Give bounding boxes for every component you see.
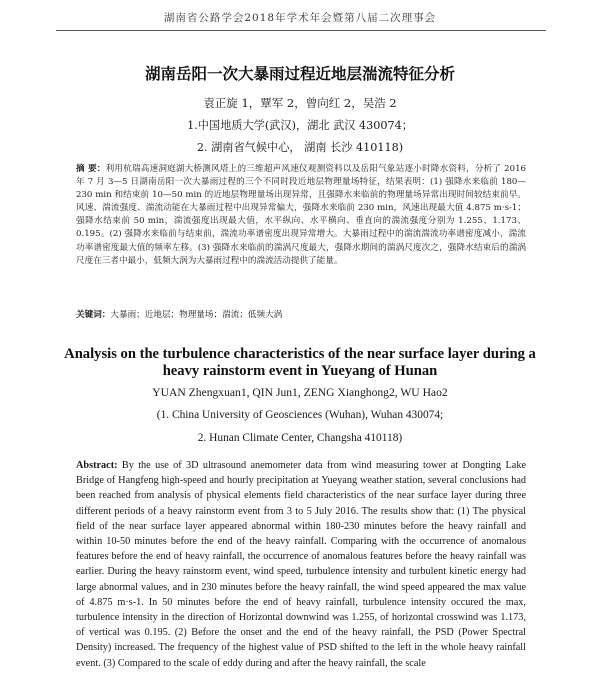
english-title: Analysis on the turbulence characteristics of the near surface layer during a heavy rainstorm event in Yueyang of Hunan bbox=[64, 346, 536, 379]
running-header: 湖南省公路学会2018年学术年会暨第八届二次理事会 bbox=[163, 12, 437, 24]
header-rule bbox=[56, 30, 546, 31]
chinese-keywords-label: 关键词： bbox=[76, 310, 111, 320]
chinese-abstract bbox=[76, 163, 526, 268]
chinese-authors: 袁正旋 1，覃军 2，曾向红 2，吴浩 2 bbox=[203, 96, 397, 110]
chinese-title: 湖南岳阳一次大暴雨过程近地层湍流特征分析 bbox=[144, 65, 455, 83]
chinese-abstract-label: 摘 要： bbox=[76, 164, 106, 174]
english-affiliation-2: 2. Hunan Climate Center, Changsha 410118) bbox=[197, 432, 403, 444]
english-abstract-text: By the use of 3D ultrasound anemometer data from wind measuring tower at Dongting Lake Bridge of Hangfeng high-speed and hourly precipitation at Yueyang weather station, several conclusions had been reached from analysis of physical elements field characteristics of the near surface layer during three different periods of a heavy rainstorm event from 3 to 5 July 2016. The results show that: (1) The physical field of the near surface layer appeared abnormal within 180-230 minutes before the heavy rainfall and within 10-50 minutes before the end of the heavy rainfall. Comparing with the occurrence of anomalous features before the end of heavy rainfall, the occurrence of anomalous features before the heavy rainfall was earlier. During the heavy rainstorm event, wind speed, turbulence intensity and turbulent kinetic energy had large abnormal values, and in 230 minutes before the heavy rainfall, the wind speed appeared the max value of 4.875 m·s-1. In 50 minutes before the end of heavy rainfall, turbulence intensity occured the max, turbulence intensity in the direction of Horizontal downwind was 1.255, of horizontal crosswind was 1.173, of vertical was 0.195. (2) Before the onset and the end of the heavy rainfall, the PSD (Power Spectral Density) increased. The frequency of the highest value of PSD shifted to the left in the whole heavy rainfall event. (3) Compared to the scale of eddy during and after the heavy rainfall, the scale bbox=[76, 460, 526, 669]
english-abstract bbox=[76, 458, 526, 671]
chinese-affiliation-2: 2. 湖南省气候中心， 湖南 长沙 410118) bbox=[196, 141, 404, 154]
chinese-affiliation-1: 1.中国地质大学(武汉)，湖北 武汉 430074； bbox=[187, 119, 413, 132]
english-affiliation-1: (1. China University of Geosciences (Wuhan), Wuhan 430074; bbox=[156, 409, 444, 421]
chinese-keywords bbox=[76, 309, 526, 322]
chinese-abstract-text: 利用杭瑞高速洞庭湖大桥测风塔上的三维超声风速仪观测资料以及岳阳气象站逐小时降水资料，分析了 2016 年 7 月 3—5 日湖南岳阳一次大暴雨过程的三个不同时段近地层物理量场特征，结果表明：(1) 强降水来临前 180—230 min 和结束前 10—50 min 的近地层物理量场出现异常，且强降水来临前的物理量场异常出现时间较结束前早。风速、湍流强度、湍流动能在大暴雨过程中出现异常偏大，强降水来临前 230 min，风速出现最大值 4.875 m·s-1；强降水结束前 50 min，湍流强度出现最大值，水平纵向、水平横向、垂直向的湍流强度分别为 1.255、1.173、0.195。(2) 强降水来临前与结束前，湍流功率谱密度出现异常增大。大暴雨过程中的湍流湍流功率谱密度减小，湍流功率谱密度最大值的频率左移。(3) 强降水来临前的湍涡尺度最大，强降水期间的湍涡尺度次之，强降水结束后的湍涡尺度在三者中最小，低频大涡为大暴雨过程中的湍流活动提供了能量。 bbox=[76, 164, 527, 266]
english-authors: YUAN Zhengxuan1, QIN Jun1, ZENG Xianghong2, WU Hao2 bbox=[152, 386, 448, 399]
english-abstract-label: Abstract: bbox=[76, 460, 118, 471]
chinese-keywords-text: 大暴雨；近地层；物理量场；湍流；低频大涡 bbox=[110, 310, 283, 320]
